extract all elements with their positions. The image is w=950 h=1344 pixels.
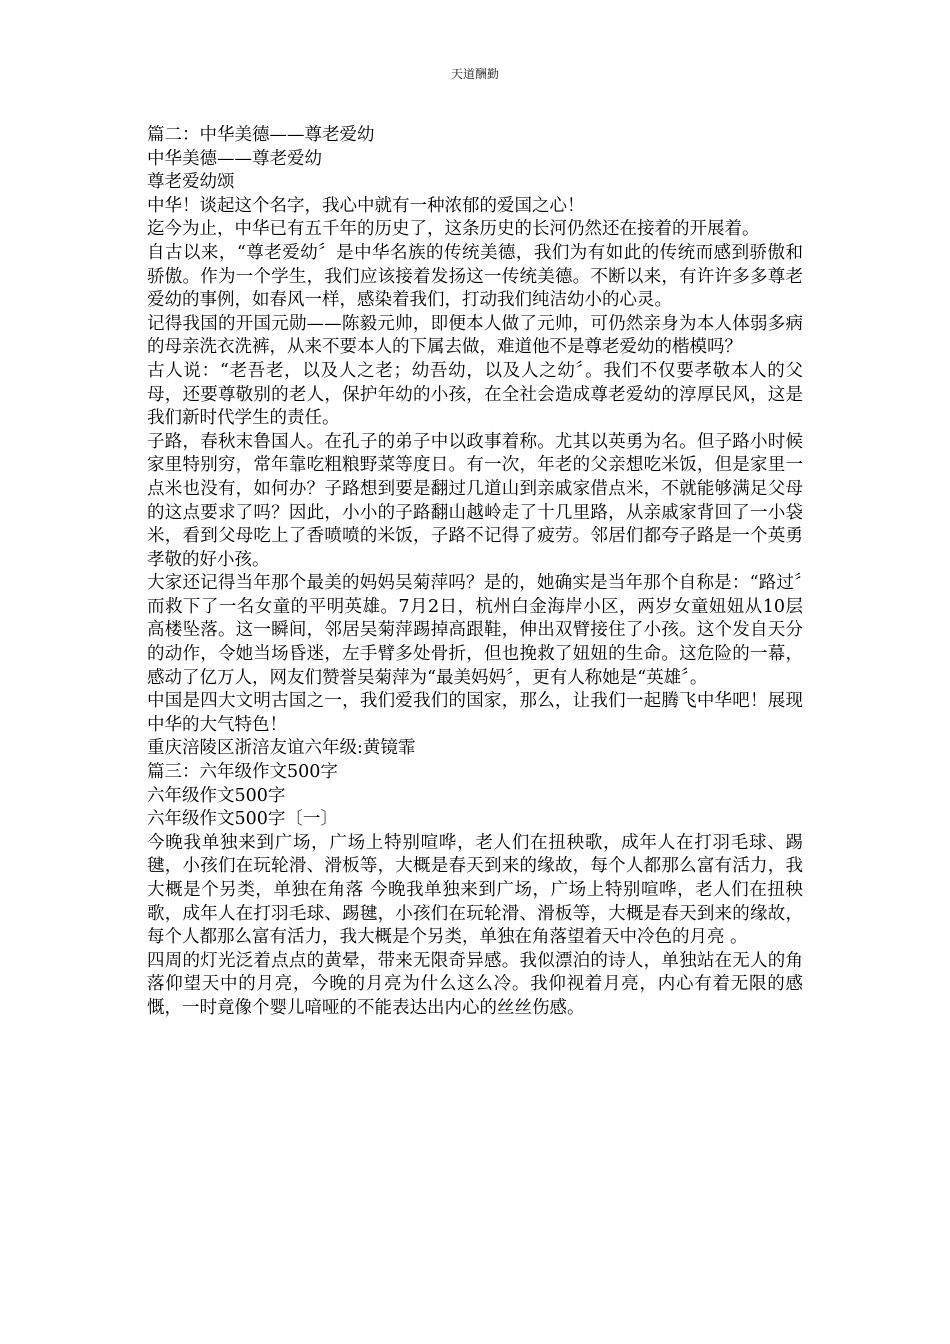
paragraph: 记得我国的开国元勋——陈毅元帅，即便本人做了元帅，可仍然亲身为本人体弱多病的母亲洗衣洗裤，从来不要本人的下属去做，难道他不是尊老爱幼的楷模吗？ bbox=[147, 313, 803, 358]
author-line: 重庆涪陵区浙涪友谊六年级:黄镜霏 bbox=[147, 738, 416, 759]
paragraph: 中华！谈起这个名字，我心中就有一种浓郁的爱国之心！ bbox=[147, 195, 585, 216]
paragraph: 中国是四大文明古国之一，我们爱我们的国家，那么，让我们一起腾飞中华吧！展现中华的大气特色！ bbox=[147, 691, 803, 735]
article-subtitle: 六年级作文500字〔一〕 bbox=[147, 809, 338, 830]
section-heading: 篇三：六年级作文500字 bbox=[147, 762, 338, 783]
paragraph: 四周的灯光泛着点点的黄晕，带来无限奇异感。我似漂泊的诗人，单独站在无人的角落仰望天中的月亮，今晚的月亮为什么这么冷。我仰视着月亮，内心有着无限的感慨，一时竟像个婴儿喑哑的不能表达出内心的丝丝伤感。 bbox=[147, 950, 803, 1018]
paragraph: 大家还记得当年那个最美的妈妈吴菊萍吗？是的，她确实是当年那个自称是：“路过〞而救下了一名女童的平明英雄。7月2日，杭州白金海岸小区，两岁女童妞妞从10层高楼坠落。这一瞬间，邻居吴菊萍踢掉高跟鞋，伸出双臂接住了小孩。这个发自天分的动作，令她当场昏迷，左手臂多处骨折，但也挽救了妞妞的生命。这危险的一幕，感动了亿万人，网友们赞誉吴菊萍为“最美妈妈〞，更有人称她是“英雄〞。 bbox=[147, 573, 803, 688]
page-header: 天道酬勤 bbox=[450, 67, 499, 81]
paragraph: 自古以来，“尊老爱幼〞是中华名族的传统美德，我们为有如此的传统而感到骄傲和骄傲。作为一个学生，我们应该接着发扬这一传统美德。不断以来，有许许多多尊老爱幼的事例，如春风一样，感染着我们，打动我们纯洁幼小的心灵。 bbox=[147, 242, 803, 311]
section-heading: 篇二：中华美德——尊老爱幼 bbox=[147, 125, 375, 145]
paragraph: 迄今为止，中华已有五千年的历史了，这条历史的长河仍然还在接着的开展着。 bbox=[147, 219, 760, 240]
article-title: 中华美德——尊老爱幼 bbox=[147, 148, 322, 169]
document-body bbox=[147, 124, 803, 1021]
article-subtitle: 尊老爱幼颂 bbox=[147, 172, 235, 193]
paragraph: 古人说：“老吾老，以及人之老；幼吾幼，以及人之幼〞。我们不仅要孝敬本人的父母，还要尊敬别的老人，保护年幼的小孩，在全社会造成尊老爱幼的淳厚民风，这是我们新时代学生的责任。 bbox=[147, 360, 803, 429]
article-title: 六年级作文500字 bbox=[147, 785, 286, 806]
paragraph: 今晚我单独来到广场，广场上特别喧哗，老人们在扭秧歌，成年人在打羽毛球、踢毽，小孩们在玩轮滑、滑板等，大概是春天到来的缘故，每个人都那么富有活力，我大概是个另类，单独在角落 今晚我单独来到广场，广场上特别喧哗，老人们在扭秧歌，成年人在打羽毛球、踢毽，小孩们在玩轮滑、滑板等，大概是春天到来的缘故，每个人都那么富有活力，我大概是个另类，单独在角落望着天中冷色的月亮 。 bbox=[147, 832, 803, 948]
paragraph: 子路，春秋末鲁国人。在孔子的弟子中以政事着称。尤其以英勇为名。但子路小时候家里特别穷，常年靠吃粗粮野菜等度日。有一次，年老的父亲想吃米饭，但是家里一点米也没有，如何办？子路想到要是翻过几道山到亲戚家借点米，不就能够满足父母的这点要求了吗？因此，小小的子路翻山越岭走了十几里路，从亲戚家背回了一小袋米，看到父母吃上了香喷喷的米饭，子路不记得了疲劳。邻居们都夸子路是一个英勇孝敬的好小孩。 bbox=[147, 431, 803, 570]
